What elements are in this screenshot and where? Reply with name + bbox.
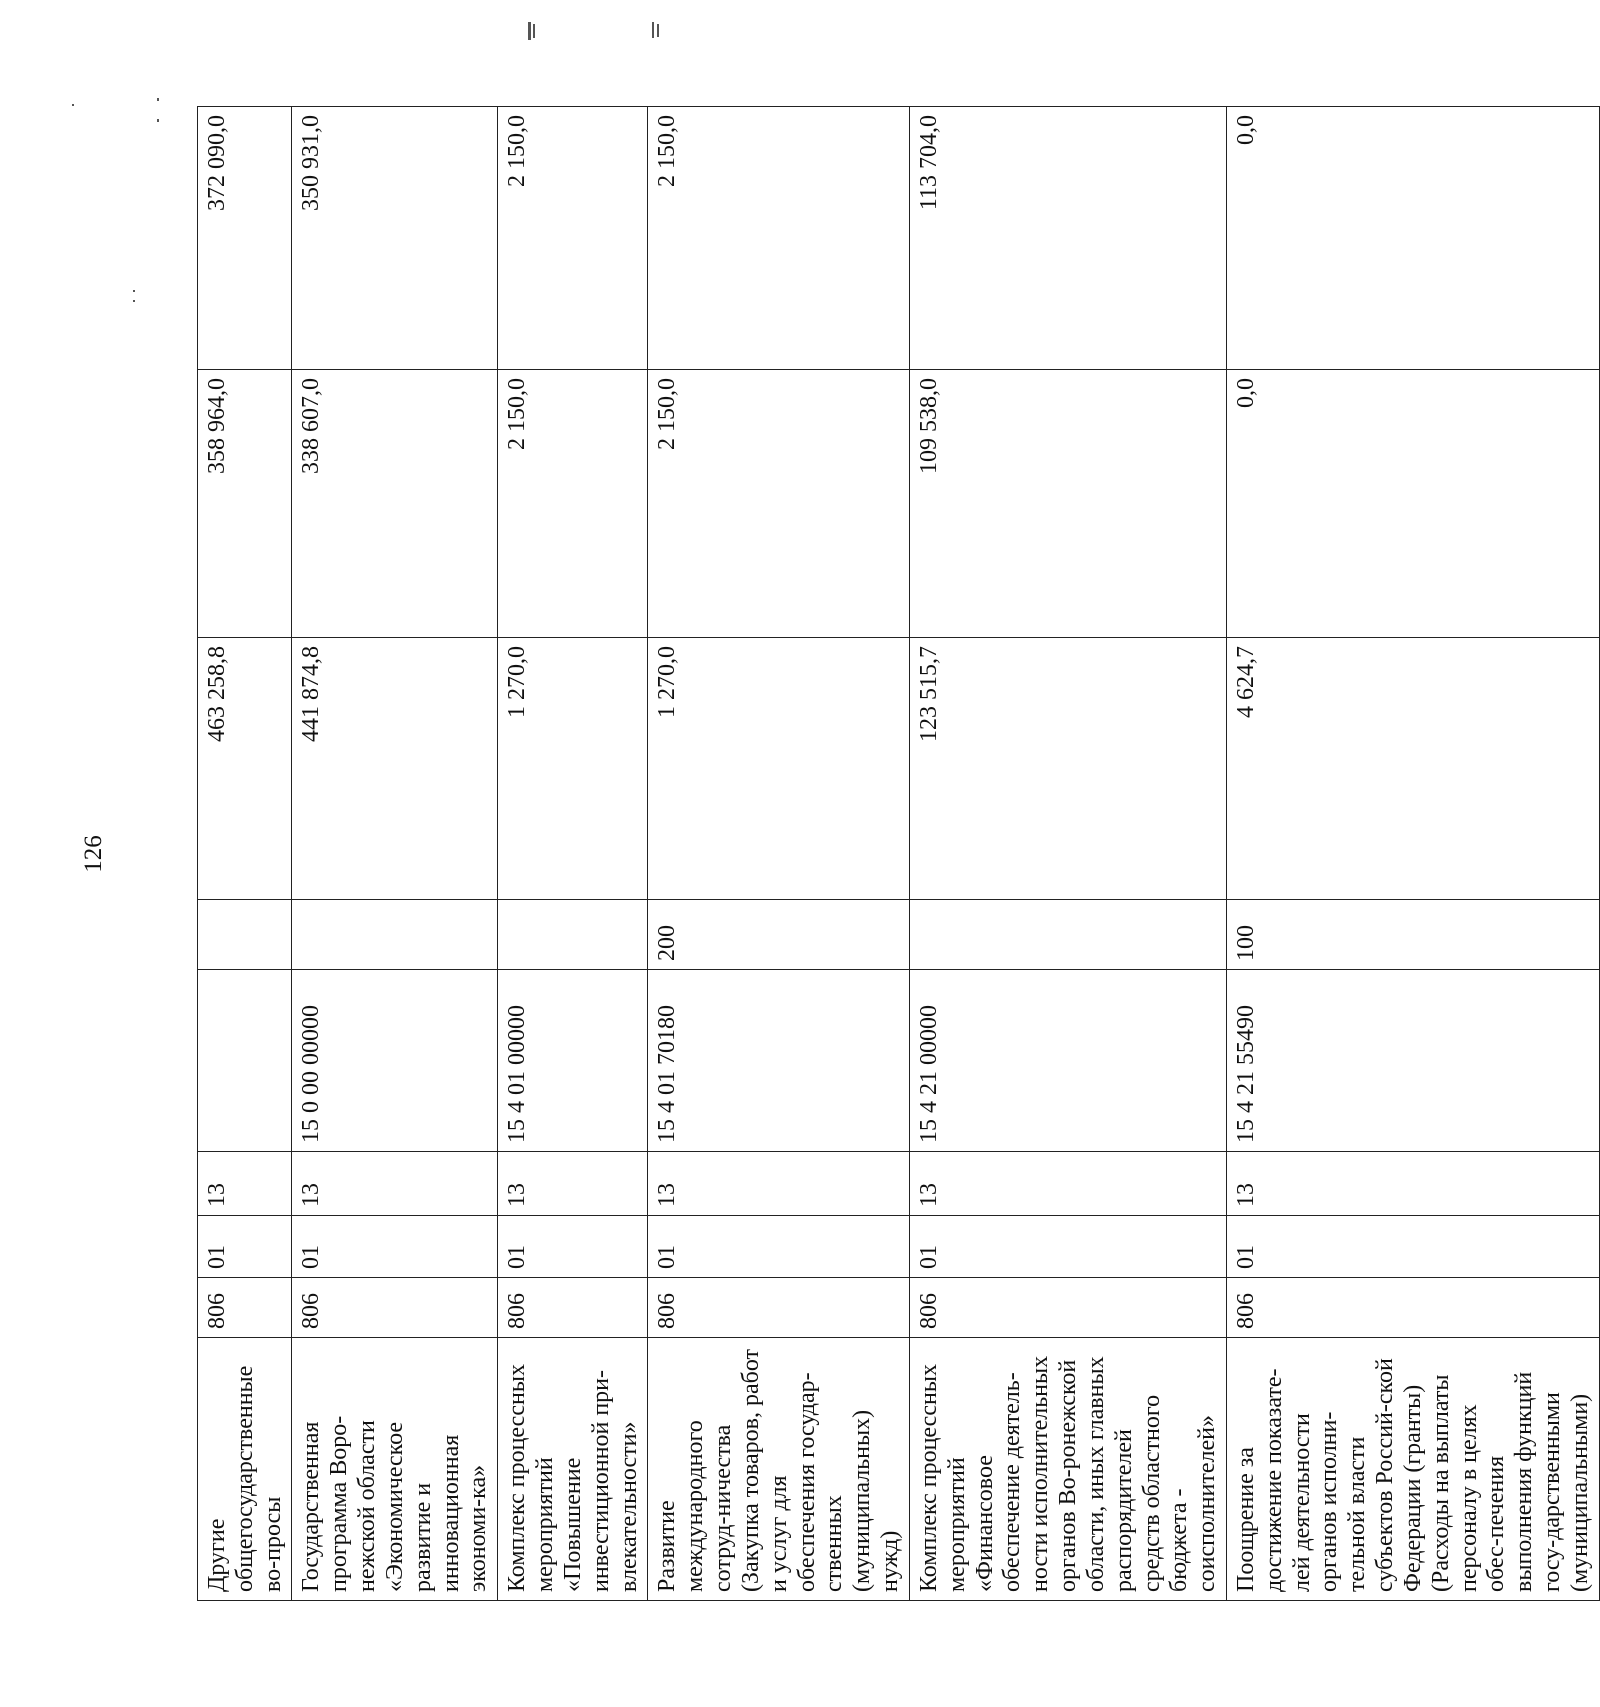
section-code: 01 (198, 1216, 292, 1278)
subsection-code: 13 (909, 1152, 1226, 1216)
section-code: 01 (648, 1216, 909, 1278)
amount-year-1: 463 258,8 (198, 638, 292, 900)
subsection-code: 13 (198, 1152, 292, 1216)
amount-year-2: 0,0 (1226, 370, 1599, 638)
table-row (498, 107, 648, 1601)
amount-year-3: 113 704,0 (909, 107, 1226, 370)
section-code: 01 (498, 1216, 648, 1278)
expense-type-code (909, 900, 1226, 970)
amount-year-1: 441 874,8 (292, 638, 498, 900)
amount-year-3: 350 931,0 (292, 107, 498, 370)
subsection-code: 13 (498, 1152, 648, 1216)
target-article-code: 15 4 21 55490 (1226, 970, 1599, 1152)
target-article-code: 15 4 01 00000 (498, 970, 648, 1152)
row-name: Комплекс процессных мероприятий «Финансовое обеспечение деятель-ности исполнительных органов Во-ронежской области, иных главных распорядителей средств областного бюджета - соисполнителей» (909, 1338, 1226, 1601)
page-number: 126 (80, 835, 107, 873)
expense-type-code (198, 900, 292, 970)
table-row (909, 107, 1226, 1601)
amount-year-3: 2 150,0 (498, 107, 648, 370)
amount-year-2: 109 538,0 (909, 370, 1226, 638)
expense-type-code (292, 900, 498, 970)
target-article-code (198, 970, 292, 1152)
admin-code: 806 (198, 1278, 292, 1338)
subsection-code: 13 (292, 1152, 498, 1216)
budget-table-area (197, 107, 1593, 1601)
subsection-code: 13 (1226, 1152, 1599, 1216)
table-row (1226, 107, 1599, 1601)
amount-year-2: 338 607,0 (292, 370, 498, 638)
admin-code: 806 (292, 1278, 498, 1338)
amount-year-3: 372 090,0 (198, 107, 292, 370)
admin-code: 806 (1226, 1278, 1599, 1338)
expense-type-code (498, 900, 648, 970)
amount-year-1: 1 270,0 (498, 638, 648, 900)
row-name: Государственная программа Воро-нежской области «Экономическое развитие и инновационная экономи-ка» (292, 1338, 498, 1601)
table-row (292, 107, 498, 1601)
expense-type-code: 100 (1226, 900, 1599, 970)
amount-year-1: 1 270,0 (648, 638, 909, 900)
row-name: Другие общегосударственные во-просы (198, 1338, 292, 1601)
target-article-code: 15 4 01 70180 (648, 970, 909, 1152)
row-name: Поощрение за достижение показате-лей деятельности органов исполни-тельной власти субъектов Россий-ской Федерации (гранты) (Расходы на выплаты персоналу в целях обес-печения выполнения функций госу-дарственными (муниципальными) (1226, 1338, 1599, 1601)
subsection-code: 13 (648, 1152, 909, 1216)
table-row (648, 107, 909, 1601)
budget-table-rotated (197, 107, 1593, 1601)
amount-year-1: 4 624,7 (1226, 638, 1599, 900)
table-row (198, 107, 292, 1601)
amount-year-1: 123 515,7 (909, 638, 1226, 900)
row-name: Развитие международного сотруд-ничества (Закупка товаров, работ и услуг для обеспечения государ-ственных (муниципальных) нужд) (648, 1338, 909, 1601)
amount-year-2: 2 150,0 (498, 370, 648, 638)
section-code: 01 (292, 1216, 498, 1278)
target-article-code: 15 0 00 00000 (292, 970, 498, 1152)
target-article-code: 15 4 21 00000 (909, 970, 1226, 1152)
budget-table (197, 106, 1600, 1601)
admin-code: 806 (648, 1278, 909, 1338)
admin-code: 806 (909, 1278, 1226, 1338)
amount-year-3: 0,0 (1226, 107, 1599, 370)
amount-year-3: 2 150,0 (648, 107, 909, 370)
section-code: 01 (909, 1216, 1226, 1278)
section-code: 01 (1226, 1216, 1599, 1278)
row-name: Комплекс процессных мероприятий «Повышение инвестиционной при-влекательности» (498, 1338, 648, 1601)
expense-type-code: 200 (648, 900, 909, 970)
amount-year-2: 2 150,0 (648, 370, 909, 638)
admin-code: 806 (498, 1278, 648, 1338)
amount-year-2: 358 964,0 (198, 370, 292, 638)
